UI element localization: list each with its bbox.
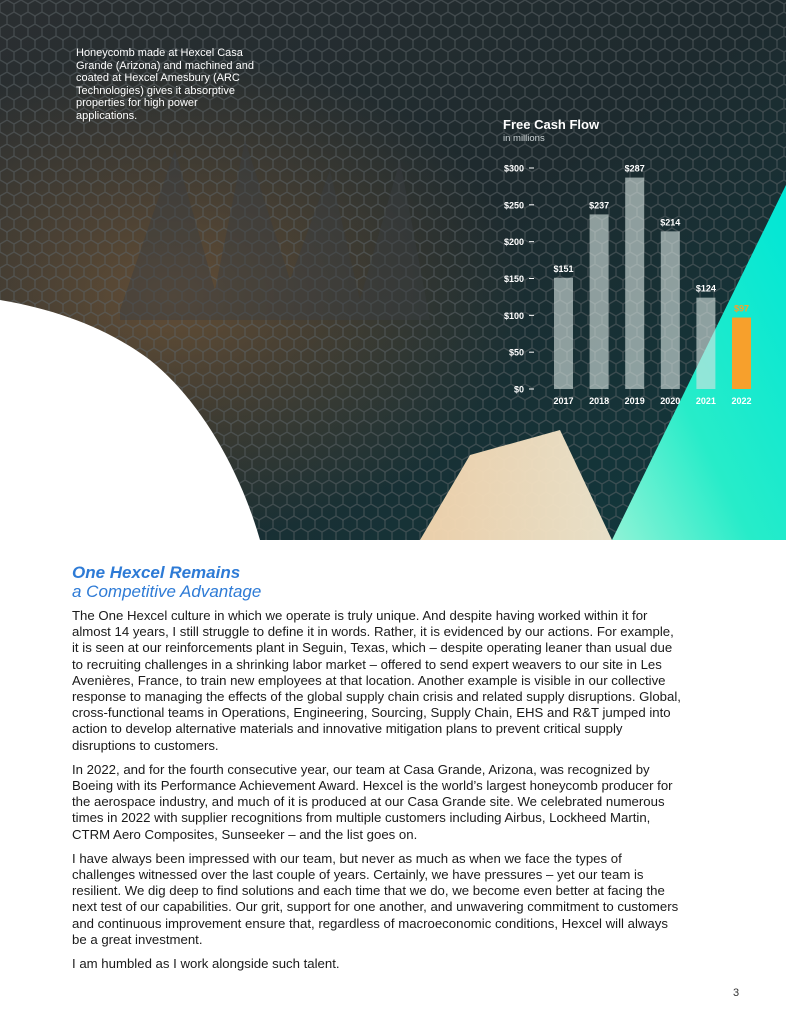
y-tick-label: $0 [513, 384, 524, 395]
x-tick-label: 2020 [660, 396, 681, 406]
bar-2022 [732, 318, 751, 389]
bar-2019 [625, 178, 644, 389]
bar-value-label: $97 [733, 303, 750, 314]
article-body [72, 608, 682, 980]
bar-value-label: $151 [553, 263, 574, 274]
y-tick-label: $200 [503, 237, 524, 248]
paragraph-casa-grande: In 2022, and for the fourth consecutive year, our team at Casa Grande, Arizona, was recognized by Boeing with its Performance Achievement Award. Hexcel is the world’s largest honeycomb producer for the aerospace industry, and much of it is produced at our Casa Grande site. We celebrated numerous times in 2022 with supplier recognitions from multiple customers including Airbus, Lockheed Martin, CTRM Aero Composites, Sunseeker – and the list goes on. [72, 761, 673, 842]
bar-2021 [696, 298, 715, 389]
x-tick-label: 2021 [695, 396, 716, 406]
bar-2018 [590, 214, 609, 389]
x-tick-label: 2022 [731, 396, 752, 406]
y-tick-label: $300 [503, 163, 524, 174]
chart-subtitle: in millions [503, 133, 545, 144]
bar-value-label: $237 [589, 200, 610, 211]
bar-2017 [554, 278, 573, 389]
bar-value-label: $124 [695, 283, 716, 294]
chart-title: Free Cash Flow [503, 117, 600, 132]
photo-caption: Honeycomb made at Hexcel Casa Grande (Arizona) and machined and coated at Hexcel Amesbury (ARC Technologies) gives it absorptive properties for high power applications. [76, 47, 254, 122]
bar-value-label: $214 [660, 217, 681, 228]
x-tick-label: 2019 [624, 396, 645, 406]
paragraph-team: I have always been impressed with our team, but never as much as when we face the types of challenges witnessed over the last couple of years. Certainly, we have pressures – yet our team is resilient. We dig deep to find solutions and each time that we do, we become even better at facing the next test of our capabilities. Our grit, support for one another, and unwavering commitment to customers and continuous improvement ensure that, regardless of macroeconomic conditions, Hexcel will always be a great investment. [72, 850, 679, 947]
y-tick-label: $250 [503, 200, 524, 211]
bar-2020 [661, 231, 680, 389]
section-heading: One Hexcel Remains [72, 563, 241, 582]
x-tick-label: 2017 [553, 396, 574, 406]
bar-value-label: $287 [624, 163, 645, 174]
section-subheading: a Competitive Advantage [72, 582, 262, 601]
page-number: 3 [733, 987, 740, 999]
x-tick-label: 2018 [589, 396, 610, 406]
y-tick-label: $50 [508, 347, 524, 358]
paragraph-culture: The One Hexcel culture in which we operate is truly unique. And despite having worked within it for almost 14 years, I still struggle to define it in words. Rather, it is evidenced by our actions. For example, it is seen at our reinforcements plant in Seguin, Texas, which – despite operating leaner than usual due to recruiting challenges in a shrinking labor market – offered to send expert weavers to our site in Les Avenières, France, to train new employees at that location. Another example is visible in our collective response to managing the effects of the global supply chain crisis and related supply disruptions. Global, cross-functional teams in Operations, Engineering, Sourcing, Supply Chain, EHS and R&T jumped into action to develop alternative materials and innovative mitigation plans to prevent critical supply disruptions to customers. [72, 608, 681, 753]
paragraph-closing: I am humbled as I work alongside such talent. [72, 956, 340, 972]
y-tick-label: $100 [503, 310, 524, 321]
y-tick-label: $150 [503, 274, 524, 284]
